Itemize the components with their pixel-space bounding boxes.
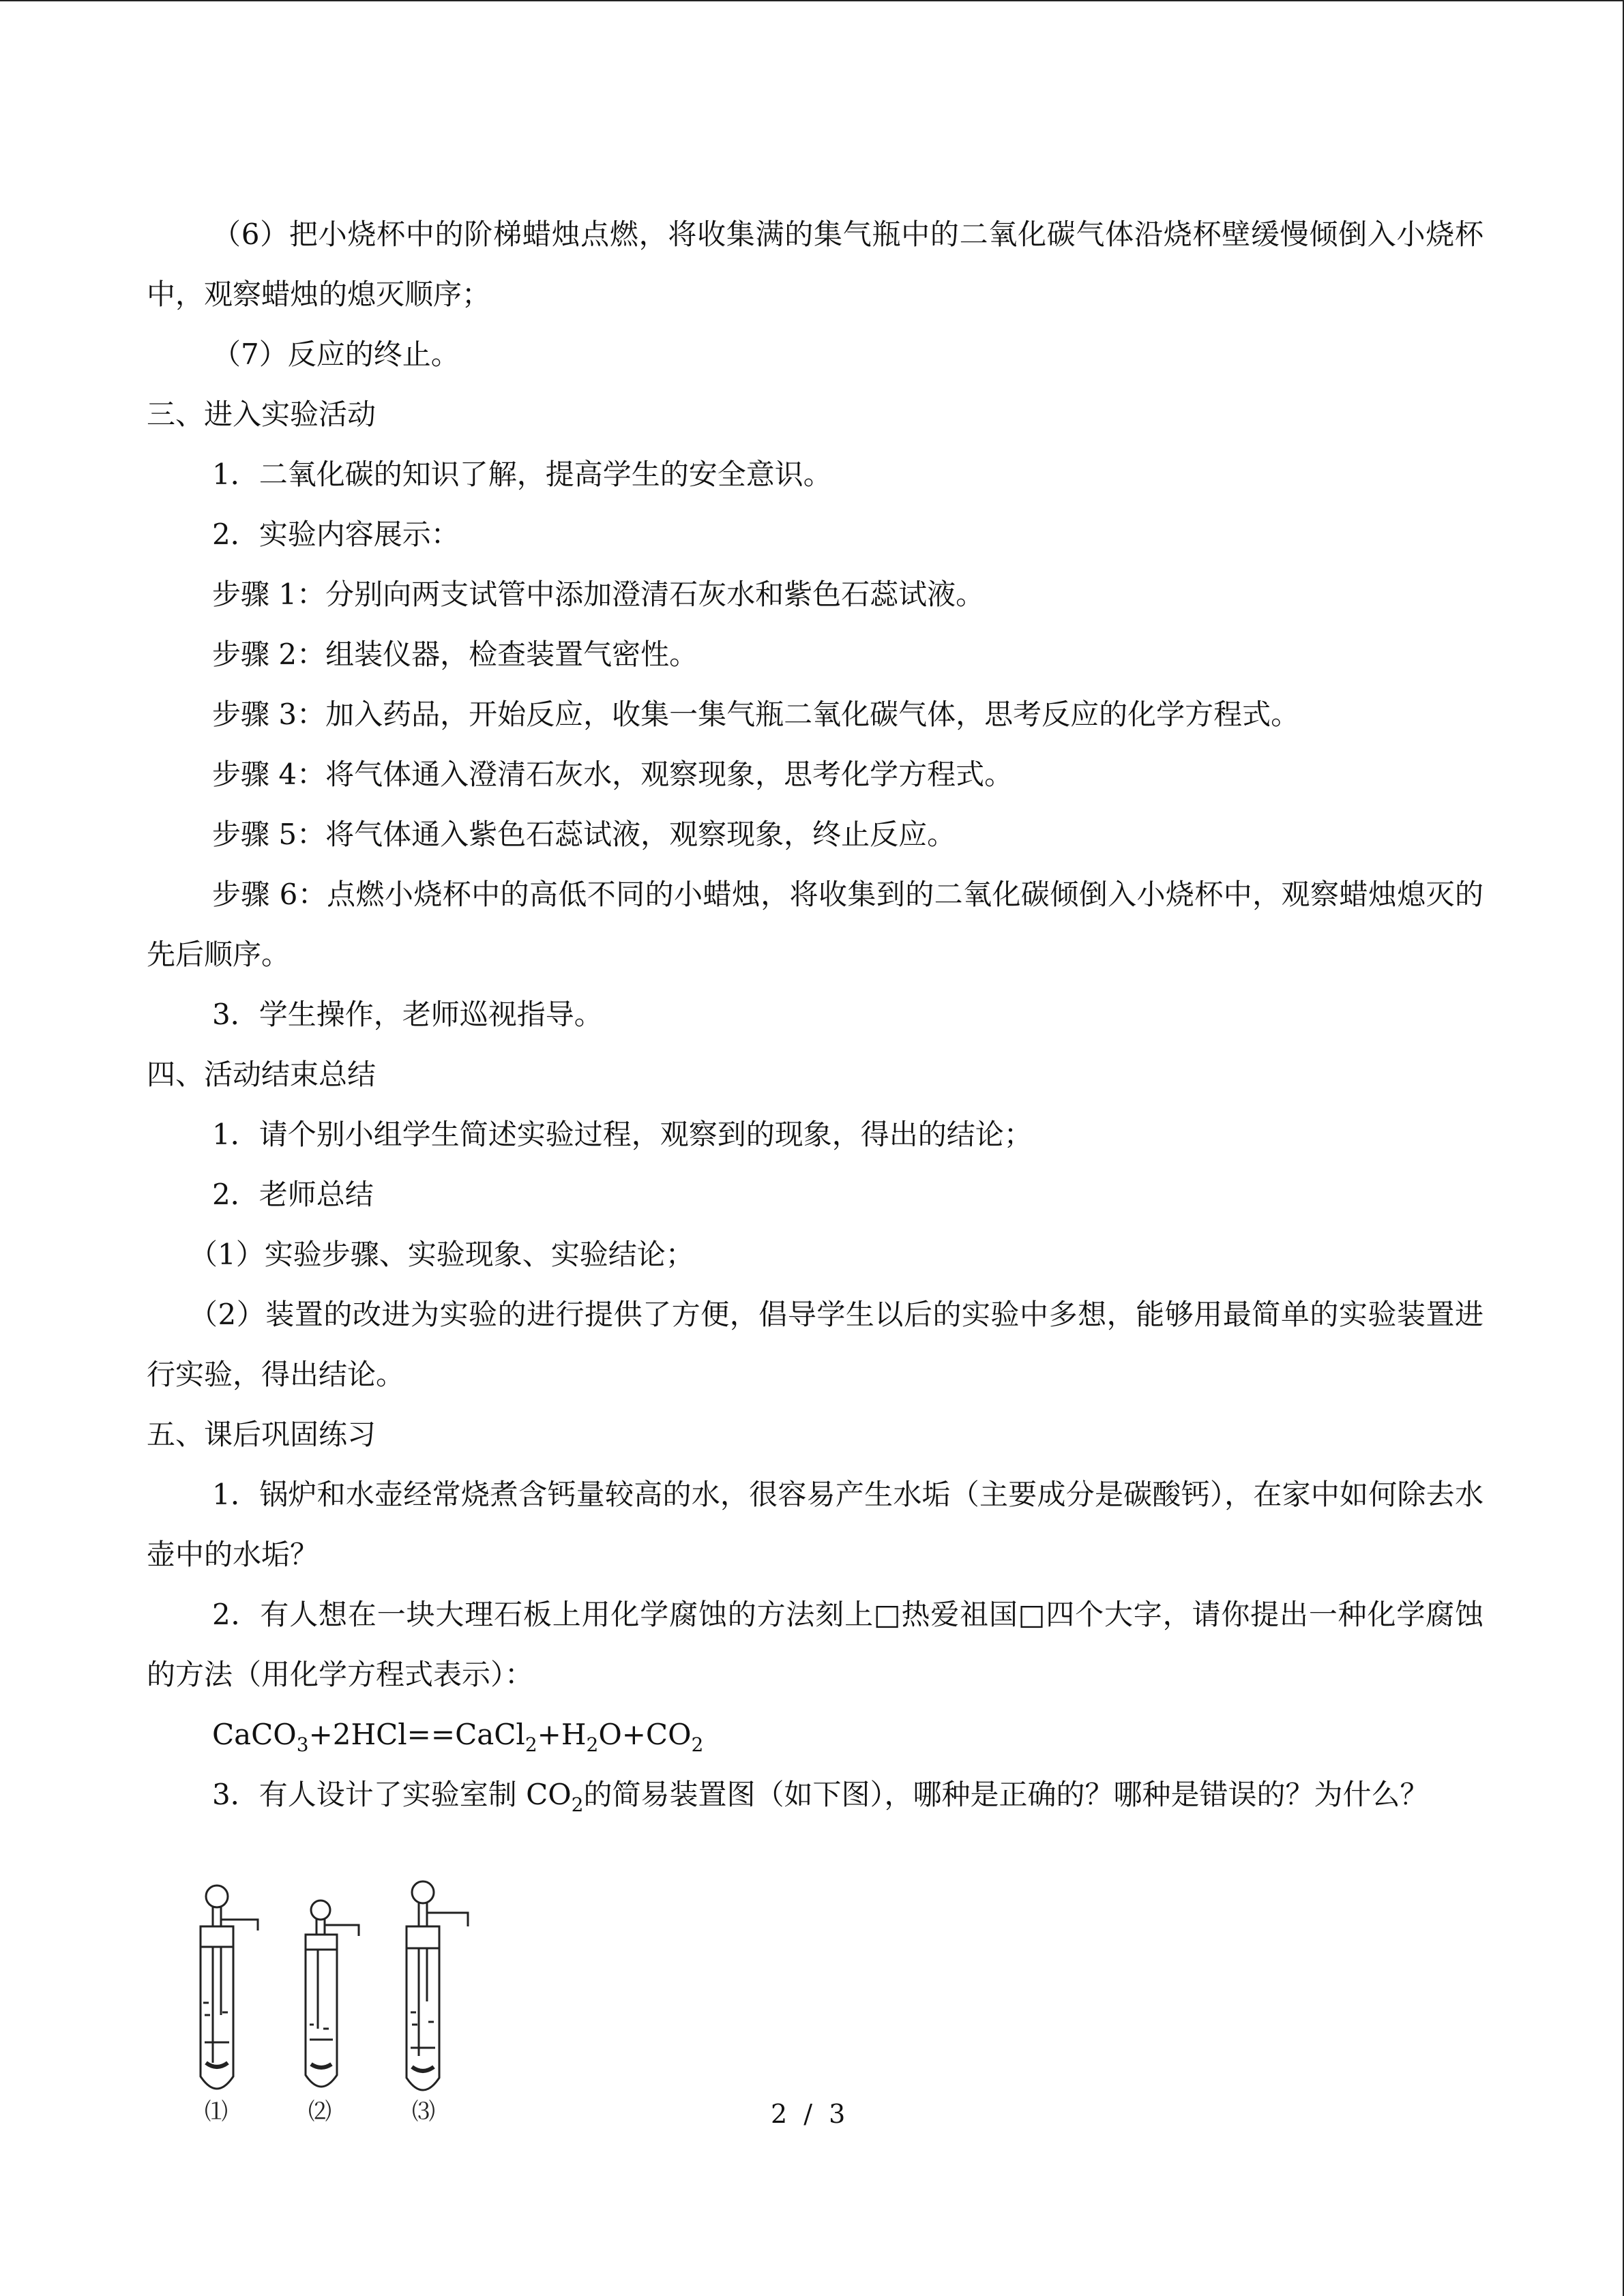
section-heading-5: 五、课后巩固练习 — [147, 1418, 377, 1451]
section-heading-3: 三、进入实验活动 — [147, 398, 377, 431]
experiment-step-4: 步骤 4：将气体通入澄清石灰水，观察现象，思考化学方程式。 — [212, 758, 1014, 791]
apparatus-3-icon — [407, 1881, 468, 2090]
experiment-step-3: 步骤 3：加入药品，开始反应，收集一集气瓶二氧化碳气体，思考反应的化学方程式。 — [212, 698, 1300, 731]
co2-apparatus-figure — [184, 1879, 512, 2124]
experiment-step-2: 步骤 2：组装仪器，检查装置气密性。 — [212, 638, 698, 671]
page-number: 2 / 3 — [771, 2099, 850, 2129]
experiment-step-6: 步骤 6：点燃小烧杯中的高低不同的小蜡烛，将收集到的二氧化碳倾倒入小烧杯中，观察蜡烛熄灭的先后顺序。 — [147, 878, 1483, 971]
chemical-equation: $CaCO_3+2HCl==CaCl_2+H_2O+CO_2$ — [212, 1718, 704, 1756]
item-3-3: 3．学生操作，老师巡视指导。 — [212, 998, 603, 1031]
item-3-2: 2．实验内容展示： — [212, 518, 460, 551]
figure-label-2: ⑵ — [308, 2098, 331, 2126]
section-heading-4: 四、活动结束总结 — [147, 1058, 377, 1091]
paragraph-step-7: （7）反应的终止。 — [212, 338, 460, 371]
item-3-1: 1．二氧化碳的知识了解，提高学生的安全意识。 — [212, 458, 832, 491]
exercise-1: 1．锅炉和水壶经常烧煮含钙量较高的水，很容易产生水垢（主要成分是碳酸钙），在家中如何除去水壶中的水垢？ — [147, 1478, 1483, 1571]
page-top-border — [0, 0, 1623, 2]
paragraph-step-6: （6）把小烧杯中的阶梯蜡烛点燃，将收集满的集气瓶中的二氧化碳气体沿烧杯壁缓慢倾倒入小烧杯中，观察蜡烛的熄灭顺序； — [147, 218, 1483, 311]
item-4-2-1: （1）实验步骤、实验现象、实验结论； — [189, 1238, 694, 1271]
apparatus-1-icon — [201, 1885, 258, 2089]
figure-label-1: ⑴ — [205, 2098, 228, 2126]
item-4-2-2: （2）装置的改进为实验的进行提供了方便，倡导学生以后的实验中多想，能够用最简单的实验装置进行实验，得出结论。 — [147, 1298, 1483, 1391]
experiment-step-1: 步骤 1：分别向两支试管中添加澄清石灰水和紫色石蕊试液。 — [212, 578, 985, 611]
exercise-2: 2．有人想在一块大理石板上用化学腐蚀的方法刻上□热爱祖国□四个大字，请你提出一种化学腐蚀的方法（用化学方程式表示）： — [147, 1598, 1483, 1691]
item-4-1: 1．请个别小组学生简述实验过程，观察到的现象，得出的结论； — [212, 1118, 1033, 1151]
test-tube-apparatus-diagram — [184, 1879, 512, 2097]
exercise-3: 3．有人设计了实验室制 $CO_2$的简易装置图（如下图），哪种是正确的？哪种是错误的？为什么？ — [212, 1778, 1429, 1816]
figure-label-3: ⑶ — [412, 2098, 435, 2126]
document-body — [147, 205, 1483, 1825]
experiment-step-5: 步骤 5：将气体通入紫色石蕊试液，观察现象，终止反应。 — [212, 818, 956, 851]
apparatus-2-icon — [306, 1900, 359, 2087]
item-4-2: 2．老师总结 — [212, 1178, 374, 1211]
